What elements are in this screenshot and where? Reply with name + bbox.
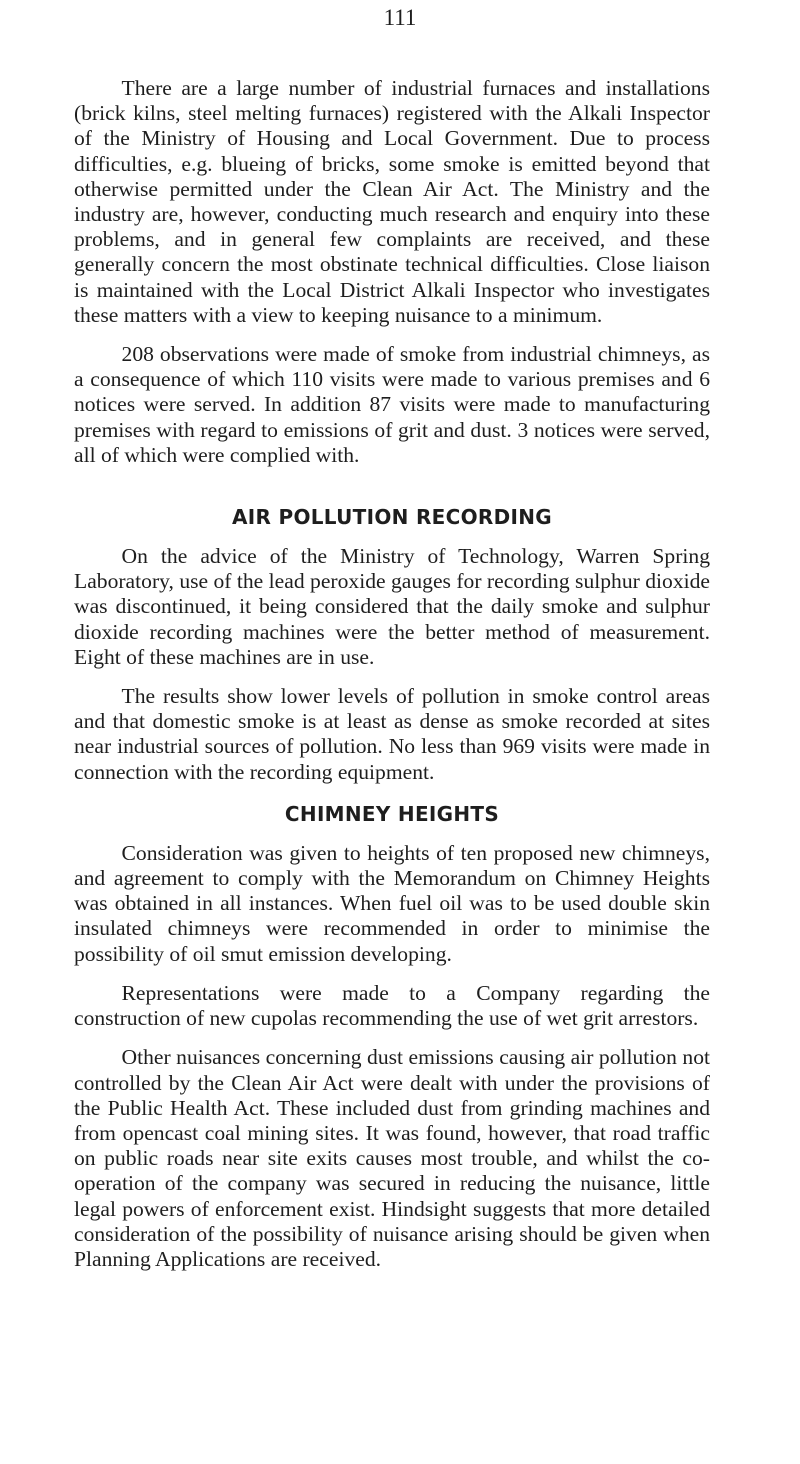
page-number: 111 [383, 5, 417, 30]
heading-air-pollution-recording: AIR POLLUTION RECORDING [232, 505, 552, 530]
paragraph-chimney-consideration: Consideration was given to heights of ten proposed new chimneys, and agreement to comply with the Memorandum on Chimney Heights was obtained in all instances. When fuel oil was to be used double skin insulated chimneys were recommended in order to minimise the possibility of oil smut emission developing. [74, 840, 710, 966]
paragraph-smoke-observations: 208 observations were made of smoke from industrial chimneys, as a consequence of which 110 visits were made to various premises and 6 notices were served. In addition 87 visits were made to manufacturing premises with regard to emissions of grit and dust. 3 notices were served, all of which were complied with. [74, 342, 710, 467]
heading-chimney-heights: CHIMNEY HEIGHTS [284, 801, 500, 826]
page-body [74, 76, 710, 1272]
paragraph-results: The results show lower levels of pollution in smoke control areas and that domestic smoke is at least as dense as smoke recorded at sites near industrial sources of pollution. No less than 969 visits were made in connection with the recording equipment. [74, 684, 710, 784]
paragraph-ministry-advice: On the advice of the Ministry of Technology, Warren Spring Laboratory, use of the lead peroxide gauges for recording sulphur dioxide was discontinued, it being considered that the daily smoke and sulphur dioxide recording machines were the better method of measurement. Eight of these machines are in use. [74, 544, 711, 669]
paragraph-cupolas: Representations were made to a Company regarding the construction of new cupolas recommending the use of wet grit arrestors. [74, 980, 710, 1031]
paragraph-other-nuisances: Other nuisances concerning dust emissions causing air pollution not controlled by the Clean Air Act were dealt with under the provisions of the Public Health Act. These included dust from grinding machines and from opencast coal mining sites. It was found, however, that road traffic on public roads near site exits causes most trouble, and whilst the co-operation of the company was secured in reducing the nuisance, little legal powers of enforcement exist. Hindsight suggests that more detailed consideration of the possibility of nuisance arising should be given when Planning Applications are received. [74, 1045, 710, 1271]
paragraph-furnaces: There are a large number of industrial furnaces and installations (brick kilns, steel melting furnaces) registered with the Alkali Inspector of the Ministry of Housing and Local Government. Due to process difficulties, e.g. blueing of bricks, some smoke is emitted beyond that otherwise permitted under the Clean Air Act. The Ministry and the industry are, however, conducting much research and enquiry into these problems, and in general few complaints are received, and these generally concern the most obstinate technical difficulties. Close liaison is maintained with the Local District Alkali Inspector who investigates these matters with a view to keeping nuisance to a minimum. [74, 76, 710, 327]
